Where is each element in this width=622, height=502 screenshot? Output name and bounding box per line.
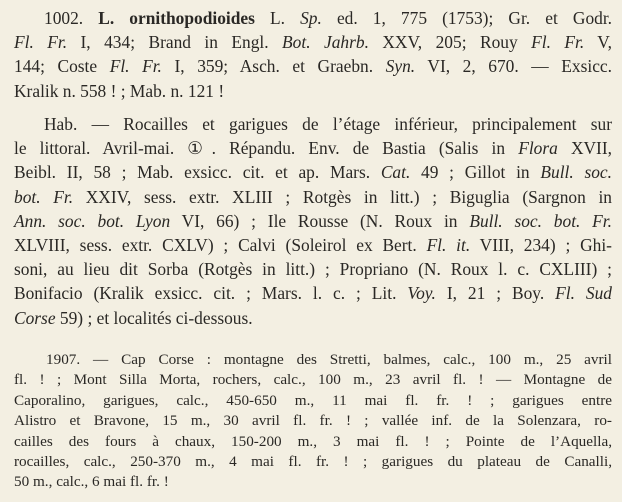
text-run: I, 21 ; Boy. [435,283,556,304]
text-run: VIII, 234) ; Ghi- [470,235,612,256]
collection-records-paragraph [14,350,612,493]
italic-run: Bull. soc. [540,162,612,183]
text-run: Kralik n. 558 ! ; Mab. n. 121 ! [14,80,225,101]
text-run: 144; Coste [14,56,110,77]
italic-run: Corse [14,307,56,328]
text-line [14,350,612,370]
italic-run: Voy. [407,283,436,304]
italic-run: Sp. [300,8,322,28]
bold-run: L. ornithopodioides [98,8,255,28]
text-run: XXIV, sess. extr. XLIII ; Rotgès in litt.) ; Biguglia (Sargnon in [73,186,612,207]
text-run: L. [254,8,301,28]
text-line [14,257,612,281]
text-run: 50 m., calc., 6 mai fl. fr. ! [14,473,169,491]
text-line [14,306,612,330]
italic-run: Fl. Fr. [531,32,585,53]
text-line [14,391,612,411]
text-line [14,370,612,390]
text-run: 1002. [44,8,99,28]
text-line [14,54,612,78]
text-run: fl. ! ; Mont Silla Morta, rochers, calc., 100 m., 23 avril fl. ! — Montagne de [14,371,612,389]
italic-run: Ann. soc. bot. Lyon [14,210,171,231]
text-run: XXV, 205; Rouy [368,32,532,53]
text-run: V, [584,32,612,53]
text-run: 49 ; Gillot in [410,162,541,183]
text-run: Beibl. II, 58 ; Mab. exsicc. cit. et ap. Mars. [14,162,381,183]
text-run: rocailles, calc., 250-370 m., 4 mai fl. fr. ! ; garigues du plateau de Canalli, [14,453,612,471]
text-run: soni, au lieu dit Sorba (Rotgès in litt.) ; Propriano (N. Roux l. c. CXLIII) ; [14,259,612,280]
text-run: VI, 66) ; Ile Rousse (N. Roux in [170,210,470,231]
italic-run: Fl. Sud [555,283,612,304]
italic-run: Syn. [385,56,416,77]
text-run: I, 434; Brand in Engl. [67,32,283,53]
text-run: cailles des fours à chaux, 150-200 m., 3 mai fl. ! ; Pointe de l’Aquella, [14,432,612,450]
text-run: XVII, [557,138,612,159]
text-line [14,209,612,233]
text-line [14,30,612,54]
text-run: Hab. — Rocailles et garigues de l’étage inférieur, principalement sur [44,114,612,134]
text-run: le littoral. Avril-mai. ①. Répandu. Env. de Bastia (Salis in [14,138,519,159]
italic-run: Bull. soc. bot. Fr. [469,210,612,231]
text-line [14,233,612,257]
text-run: Alistro et Bravone, 15 m., 30 avril fl. fr. ! ; vallée inf. de la Solenzara, ro- [14,412,612,430]
text-line [14,452,612,472]
text-line [14,472,612,492]
text-run: XLVIII, sess. extr. CXLV) ; Calvi (Soleirol ex Bert. [14,235,427,256]
text-line [14,112,612,136]
text-line [14,6,612,30]
text-run: VI, 2, 670. — Exsicc. [415,56,612,77]
text-run: ed. 1, 775 (1753); Gr. et Godr. [321,8,613,28]
italic-run: Bot. Jahrb. [282,32,369,53]
italic-run: Fl. Fr. [14,32,68,53]
italic-run: bot. Fr. [14,186,74,207]
text-run: I, 359; Asch. et Graebn. [161,56,386,77]
italic-run: Cat. [380,162,411,183]
italic-run: Fl. Fr. [109,56,162,77]
text-line [14,281,612,305]
text-line [14,160,612,184]
italic-run: Flora [518,138,558,159]
text-line [14,136,612,160]
habitat-paragraph [14,112,612,330]
species-entry-paragraph [14,6,612,103]
text-line [14,432,612,452]
text-run: Bonifacio (Kralik exsicc. cit. ; Mars. l. c. ; Lit. [14,283,408,304]
text-line [14,79,612,103]
text-run: 59) ; et localités ci-dessous. [55,307,253,328]
text-line [14,411,612,431]
text-run: 1907. — Cap Corse : montagne des Stretti, balmes, calc., 100 m., 25 avril [46,351,612,368]
italic-run: Fl. it. [426,235,471,256]
text-line [14,185,612,209]
text-run: Caporalino, garigues, calc., 450-650 m., 11 mai fl. fr. ! ; garigues entre [14,391,612,409]
